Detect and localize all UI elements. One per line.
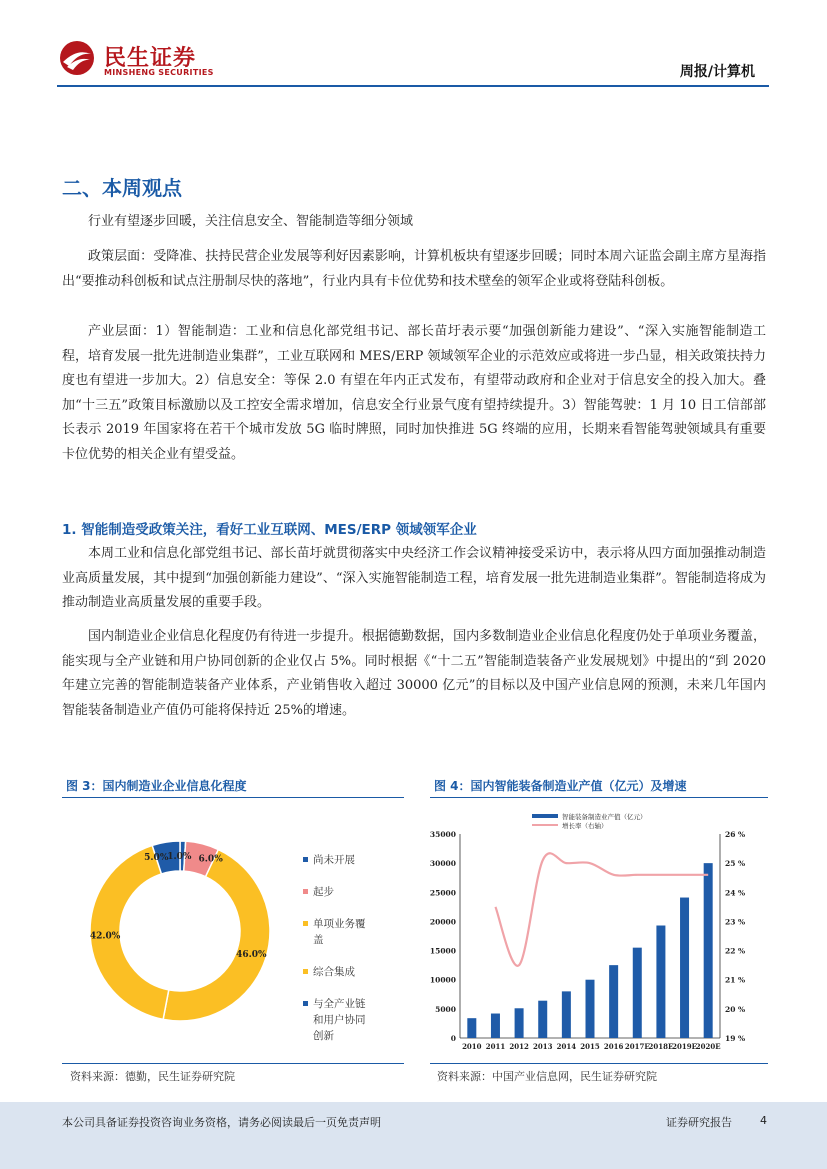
legend-text-4-2: 创新 bbox=[313, 1030, 334, 1042]
x-tick-5: 2015 bbox=[580, 1042, 600, 1051]
bar-2015 bbox=[586, 980, 595, 1038]
legend-text-4-1: 和用户协同 bbox=[313, 1014, 366, 1026]
paragraph-informatization: 国内制造业企业信息化程度仍有待进一步提升。根据德勤数据，国内多数制造业企业信息化程度仍处于单项业务覆盖，能实现与全产业链和用户协同创新的企业仅占 5%。同时根据《“十二五”智能制造装备产业发展规划》中提出的“到 2020 年建立完善的智能制造装备产业体系，产业销售收入超过 30000 亿元”的目标以及中国产业信息网的预测，未来几年国内智能装备制造业产值仍可能将保持近 25%的增速。 bbox=[62, 629, 766, 718]
x-tick-4: 2014 bbox=[556, 1042, 577, 1051]
donut-label-3: 42.0% bbox=[89, 931, 121, 942]
figure3-bottom-rule bbox=[62, 1063, 404, 1064]
figure3-legend bbox=[303, 852, 403, 1060]
x-tick-6: 2016 bbox=[603, 1042, 624, 1051]
footer-report-label: 证券研究报告 bbox=[666, 1116, 732, 1129]
footer-page-number: 4 bbox=[760, 1114, 767, 1127]
legend-swatch-3 bbox=[303, 969, 308, 974]
y-tick-left-4: 20000 bbox=[429, 917, 456, 927]
legend-text-2-1: 盖 bbox=[313, 934, 324, 946]
figure3-source: 资料来源：德勤，民生证券研究院 bbox=[70, 1070, 235, 1083]
legend-swatch-0 bbox=[303, 857, 308, 862]
minsheng-logo-icon bbox=[57, 40, 97, 76]
y-tick-right-7: 26 % bbox=[725, 830, 746, 839]
figure3-donut-chart bbox=[62, 800, 302, 1060]
y-tick-left-1: 5000 bbox=[435, 1004, 456, 1014]
bar-2012 bbox=[515, 1008, 524, 1038]
growth-rate-line bbox=[495, 853, 708, 966]
x-tick-8: 2018E bbox=[648, 1042, 674, 1051]
x-tick-0: 2010 bbox=[462, 1042, 482, 1051]
bar-2014 bbox=[562, 991, 571, 1038]
page-header bbox=[0, 0, 827, 92]
subsection-title: 1. 智能制造受政策关注，看好工业互联网、MES/ERP 领域领军企业 bbox=[62, 522, 477, 538]
y-tick-left-2: 10000 bbox=[429, 975, 456, 985]
bar-2013 bbox=[538, 1001, 547, 1038]
y-tick-left-3: 15000 bbox=[429, 946, 456, 956]
x-tick-7: 2017E bbox=[624, 1042, 650, 1051]
legend-swatch-4 bbox=[303, 1001, 308, 1006]
bar-2019E bbox=[680, 898, 689, 1038]
y-tick-right-1: 20 % bbox=[725, 1004, 746, 1014]
x-tick-2: 2012 bbox=[509, 1042, 529, 1051]
report-type: 周报/计算机 bbox=[679, 64, 755, 80]
paragraph-policy: 政策层面：受降准、扶持民营企业发展等利好因素影响，计算机板块有望逐步回暖；同时本周六证监会副主席方星海指出“要推动科创板和试点注册制尽快的落地”，行业内具有卡位优势和技术壁垒的领军企业或将登陆科创板。 bbox=[62, 249, 766, 289]
bar-2018E bbox=[656, 926, 665, 1038]
y-tick-left-5: 25000 bbox=[429, 888, 456, 898]
legend-text-0-0: 尚未开展 bbox=[313, 854, 355, 866]
section-title: 二、本周观点 bbox=[62, 176, 182, 200]
y-tick-right-6: 25 % bbox=[725, 859, 746, 869]
page-footer bbox=[0, 1102, 827, 1169]
bar-2020E bbox=[704, 863, 713, 1038]
donut-label-1: 6.0% bbox=[198, 854, 223, 865]
legend-swatch-2 bbox=[303, 921, 308, 926]
legend-item-1 bbox=[303, 884, 403, 900]
x-tick-10: 2020E bbox=[695, 1042, 721, 1051]
legend-swatch-bar bbox=[532, 814, 558, 818]
y-tick-left-0: 0 bbox=[450, 1034, 456, 1043]
legend-text-2-0: 单项业务覆 bbox=[313, 918, 366, 930]
y-tick-left-6: 30000 bbox=[429, 859, 456, 869]
legend-item-3 bbox=[303, 964, 403, 980]
figure4-bottom-rule bbox=[430, 1063, 768, 1064]
figure4-source: 资料来源：中国产业信息网，民生证券研究院 bbox=[437, 1070, 657, 1083]
y-tick-right-2: 21 % bbox=[725, 975, 746, 985]
y-tick-right-5: 24 % bbox=[725, 888, 746, 898]
figure4-top-rule bbox=[430, 797, 768, 798]
bar-2010 bbox=[467, 1018, 476, 1038]
figure3-top-rule bbox=[62, 797, 404, 798]
legend-text-4-0: 与全产业链 bbox=[313, 998, 366, 1010]
figure3-caption: 图 3：国内制造业企业信息化程度 bbox=[66, 779, 247, 793]
y-tick-left-7: 35000 bbox=[429, 830, 456, 839]
figure4-caption: 图 4：国内智能装备制造业产值（亿元）及增速 bbox=[434, 779, 687, 793]
paragraph-manufacturing: 本周工业和信息化部党组书记、部长苗圩就贯彻落实中央经济工作会议精神接受采访中，表示将从四方面加强推动制造业高质量发展，其中提到“加强创新能力建设”、“深入实施智能制造工程，培育发展一批先进制造业集群”。智能制造将成为推动制造业高质量发展的重要手段。 bbox=[62, 546, 766, 610]
x-tick-3: 2013 bbox=[532, 1042, 553, 1051]
donut-label-2: 46.0% bbox=[236, 950, 267, 961]
x-tick-1: 2011 bbox=[485, 1042, 506, 1051]
paragraph-industry: 产业层面：1）智能制造：工业和信息化部党组书记、部长苗圩表示要“加强创新能力建设”、“深入实施智能制造工程，培育发展一批先进制造业集群”，工业互联网和 MES/ERP 领域领军企业的示范效应或将进一步凸显，相关政策扶持力度也有望进一步加大。2）信息安全：等保 2.0 有望在年内正式发布，有望带动政府和企业对于信息安全的投入加大。叠加“十三五”政策目标激励以及工控安全需求增加，信息安全行业景气度有望持续提升。3）智能驾驶：1 月 10 日工信部部长表示 2019 年国家将在若干个城市发放 5G 临时牌照，同时加快推进 5G 终端的应用，长期来看智能驾驶领域具有重要卡位优势的相关企业有望受益。 bbox=[62, 324, 766, 462]
legend-text-3-0: 综合集成 bbox=[313, 966, 355, 978]
logo-text-cn: 民生证券 bbox=[104, 46, 197, 71]
legend-text-1-0: 起步 bbox=[313, 886, 334, 898]
donut-slice-2 bbox=[163, 850, 270, 1021]
y-tick-right-4: 23 % bbox=[725, 917, 746, 927]
bar-2011 bbox=[491, 1014, 500, 1038]
donut-label-4: 5.0% bbox=[144, 852, 169, 863]
x-tick-9: 2019E bbox=[672, 1042, 697, 1051]
y-tick-right-0: 19 % bbox=[725, 1034, 746, 1043]
figure4-combo-chart bbox=[420, 808, 770, 1058]
legend-item-0 bbox=[303, 852, 403, 868]
legend-swatch-1 bbox=[303, 889, 308, 894]
legend-label-line: 增长率（右轴） bbox=[562, 822, 608, 830]
logo-text-en: MINSHENG SECURITIES bbox=[104, 68, 214, 77]
legend-label-bar: 智能装备制造业产值（亿元） bbox=[562, 813, 647, 821]
legend-item-4 bbox=[303, 996, 403, 1044]
header-divider bbox=[57, 85, 769, 87]
donut-label-0: 1.0% bbox=[167, 852, 192, 863]
bar-2016 bbox=[609, 965, 618, 1038]
footer-disclaimer: 本公司具备证券投资咨询业务资格，请务必阅读最后一页免责声明 bbox=[62, 1116, 381, 1129]
paragraph-summary: 行业有望逐步回暖，关注信息安全、智能制造等细分领域 bbox=[88, 214, 414, 229]
y-tick-right-3: 22 % bbox=[725, 946, 746, 956]
legend-item-2 bbox=[303, 916, 403, 948]
bar-2017E bbox=[633, 948, 642, 1038]
